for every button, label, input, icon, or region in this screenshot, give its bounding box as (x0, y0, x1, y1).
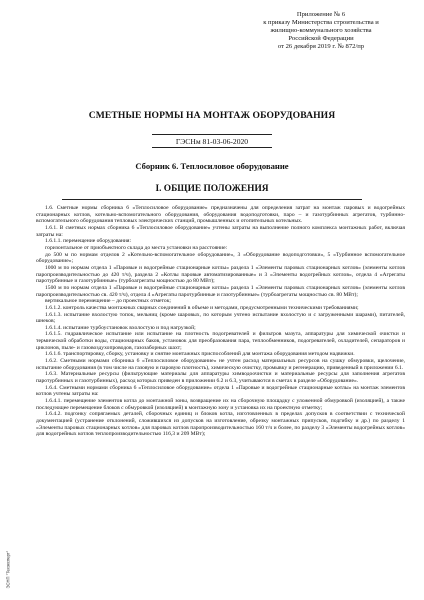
body-paragraph: до 500 м по нормам отделов 2 «Котельно-вспомогательное оборудование», 3 «Оборудование водоподготовки», 5 «Турбинное вспомогательное оборудование»; (36, 251, 405, 265)
body-paragraph: вертикальное перемещение – до проектных отметок; (45, 298, 171, 305)
appendix-line: Российской Федерации (288, 35, 354, 43)
appendix-line: Приложение № 6 (296, 11, 346, 18)
body-paragraph: 1.6.1.2. контроль качества монтажных сварных соединений в объеме и методами, предусмотренными техническими требованиями; (45, 304, 359, 311)
side-stamp (3, 525, 11, 595)
collection-title: Сборник 6. Теплосиловое оборудование (135, 161, 289, 171)
code-bottom-rule (152, 147, 272, 148)
body-paragraph: 1000 м по нормам отдела 1 «Паровые и водогрейные стационарные котлы» раздела 1 «Элементы паровых стационарных котлов» (элементы котлов паропроизводительностью до 420 т/ч), раздела 2 «Котлы паровые автоматизированные» и 3 «Элементы водогрейных котлов», отдела 4 «Агрегаты паротурбинные и газотурбинные» (турбоагрегаты мощностью до 80 МВт); (36, 264, 405, 285)
body-paragraph: горизонтальное от приобъектного склада до места установки на расстояние: (45, 244, 228, 251)
body-paragraph: 1.6. Сметные нормы сборника 6 «Теплосиловое оборудование» предназначены для определения затрат на монтаж паровых и водогрейных стационарных котлов, котельно-вспомогательного оборудования, оборудования водоподготовки, паро – и газотурбинных агрегатов, турбинно-вспомогательного оборудования тепловых электрических станций, промышленных и отопительных котельных. (36, 205, 405, 225)
body-paragraph: 1.6.1.5. гидравлическое испытание или испытание на плотность подогревателей и фильтров мазута, аппаратуры для химической очистки и термической обработки воды, стационарных баков, установок для преобразования пара, теплообменников, подогревателей, охладителей, сепараторов и циклонов, пыле- и газовоздухопроводов, газозаборных шахт; (36, 331, 405, 351)
code-top-rule (152, 134, 272, 135)
body-paragraph: 1.6.1.4. испытание турбоустановок вхолостую и под нагрузкой; (45, 324, 196, 331)
body-paragraph: 1.6.1. В сметных нормах сборника 6 «Теплосиловое оборудование» учтены затраты на выполнение полного комплекса монтажных работ, включая затраты на: (36, 224, 405, 238)
section-heading-rule (62, 199, 362, 200)
appendix-line: жилищно-коммунального хозяйства (270, 27, 372, 35)
body-paragraph: 1.6.4.1. перемещение элементов котла до монтажной зоны, возвращение их на сборочную площадку с уложенной обмуровкой (изоляцией), а также последующее перемещение блоков с обмуровкой (изоляцией) в монтажную зону и установка их на проектную отметку; (36, 398, 405, 411)
body-paragraph: 1500 м по нормам отдела 1 «Паровые и водогрейные стационарные котлы» раздела 1 «Элементы паровых стационарных котлов» (элементы котлов паропроизводительностью св. 420 т/ч), отдела 4 «Агрегаты паротурбинные и газотурбинные» (турбоагрегаты мощностью св. 80 МВт); (36, 284, 405, 298)
body-text (36, 205, 405, 438)
body-paragraph: 1.6.4.2. подгонку сопрягаемых деталей, сборочных единиц и блоков котла, изготовленных в пределах допусков в соответствии с технической документацией (устранение отклонений, сложившихся из допусков на изготовление, обрезку монтажных припусков, подгибку и др.) по разделу 1 «Элементы паровых стационарных котлов» для паровых котлов паропроизводительностью 160 т/ч и более, по разделу 3 «Элементы водогрейных котлов» для водогрейных котлов теплопроизводительностью 116,3 и 209 МВт); (36, 411, 405, 438)
document-title: СМЕТНЫЕ НОРМЫ НА МОНТАЖ ОБОРУДОВАНИЯ (88, 110, 336, 121)
appendix-line: к приказу Министерства строительства и (263, 19, 379, 27)
body-paragraph: 1.6.1.1. перемещение оборудования: (45, 238, 132, 245)
section-heading: I. ОБЩИЕ ПОЛОЖЕНИЯ (155, 184, 269, 194)
appendix-line: от 26 декабря 2019 г. № 872/пр (277, 43, 365, 51)
body-paragraph: 1.6.1.3. испытание вхолостую топок, мельниц (кроме шаровых, по которым учтено испытание вхолостую и с загруженными шарами), питателей, шнеков; (36, 311, 405, 325)
appendix-header (236, 11, 406, 51)
body-paragraph: 1.6.3. Материальные ресурсы (фильтрующие материалы для аппаратуры химводоочистки и материальные ресурсы для заполнения агрегатов паротурбинных и газотурбинных), расход которых приведен в приложении 6.2 и 6.3, учитываются в сметах в разделе «Оборудование». (36, 371, 405, 385)
side-stamp-text: ЭСНП "Техэксперт" (5, 550, 11, 589)
body-paragraph: 1.6.4. Сметными нормами сборника 6 «Теплосиловое оборудование» отдела 1 «Паровые и водогрейные стационарные котлы» на монтаж элементов котлов учтены затраты на: (36, 384, 405, 398)
body-paragraph: 1.6.2. Сметными нормами сборника 6 «Теплосиловое оборудование» не учтен расход материальных ресурсов на сушку обмуровки, щелочение, испытание оборудования (в том числе на газовую и паровую плотность), химическую очистку, промывку и регенерацию, приведенный в приложении 6.1. (36, 358, 405, 371)
norm-code: ГЭСНм 81-03-06-2020 (175, 137, 249, 146)
body-paragraph: 1.6.1.6. транспортировку, сборку, установку и снятие монтажных приспособлений для монтажа оборудования методом надвижки. (45, 351, 355, 358)
